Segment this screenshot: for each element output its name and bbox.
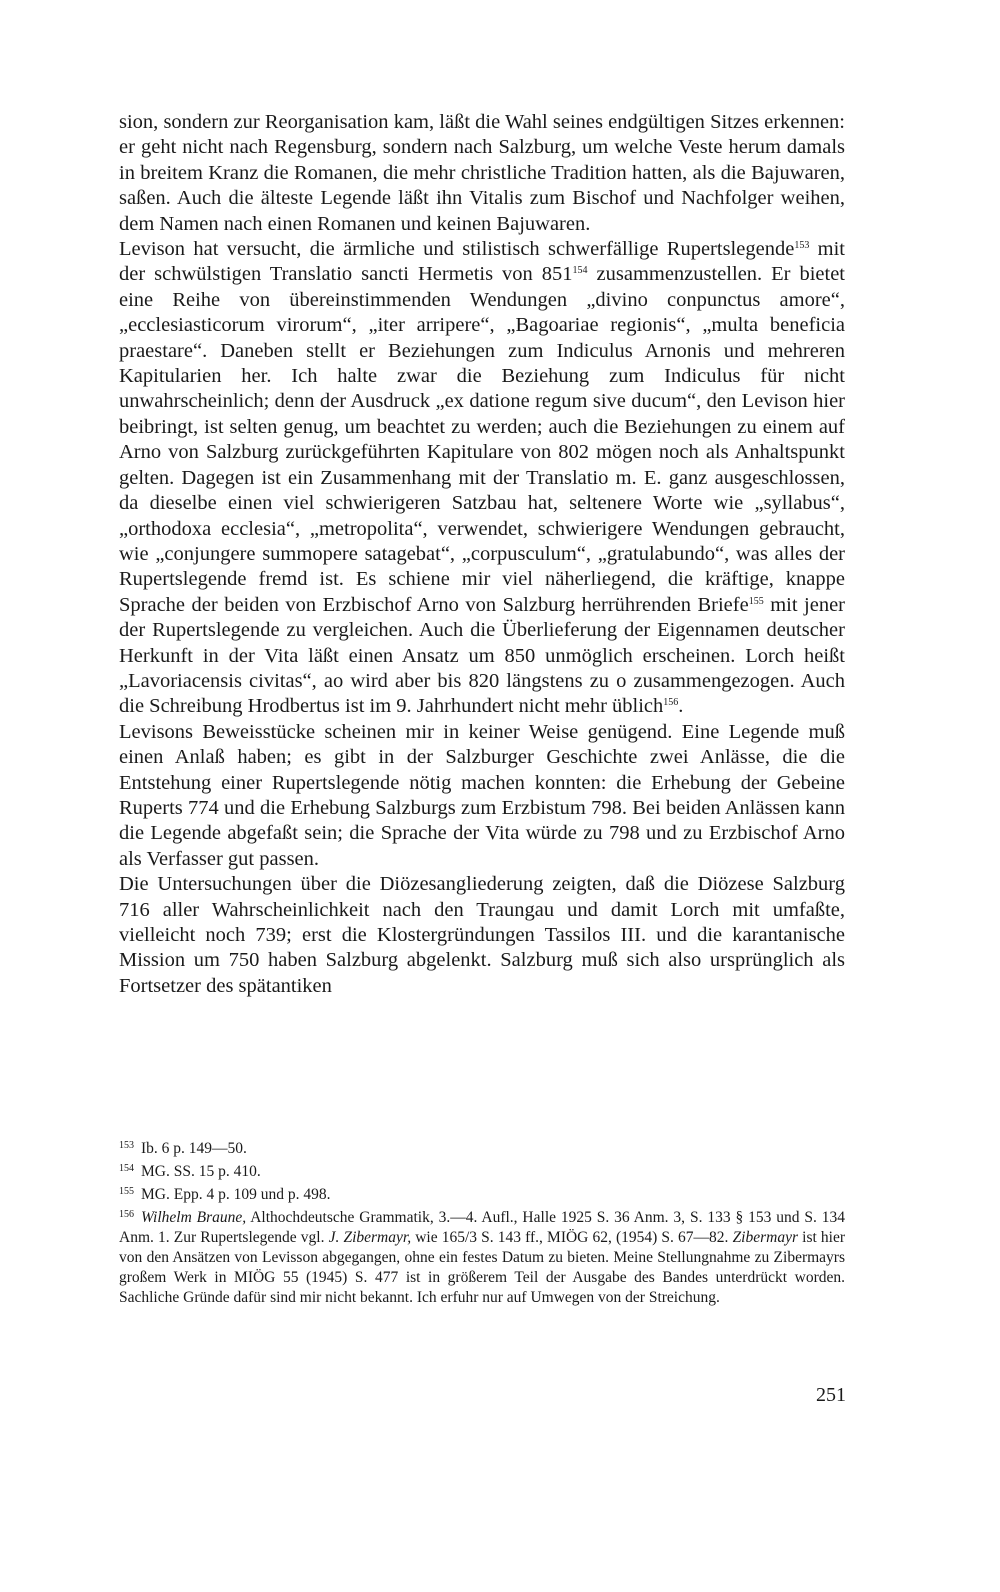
paragraph-3: Levisons Beweisstücke scheinen mir in keiner Weise genügend. Eine Legende muß einen Anlaß haben; es gibt in der Salzburger Geschichte zwei Anlässe, die die Entstehung einer Rupertslegende nötig machen konnten: die Erhebung der Gebeine Ruperts 774 und die Erhebung Salzburgs zum Erzbistum 798. Bei beiden Anlässen kann die Legende abgefaßt sein; die Sprache der Vita würde zu 798 und zu Erzbischof Arno als Verfasser gut passen. <box>119 720 845 870</box>
footnote-ref-155: 155 <box>748 595 764 607</box>
footnote-text: MG. SS. 15 p. 410. <box>141 1163 261 1180</box>
paragraph-2-part-e: . <box>678 695 684 718</box>
footnotes <box>119 1136 845 1308</box>
footnote-154 <box>119 1159 845 1182</box>
footnote-number: 156 <box>119 1209 134 1220</box>
footnote-author-zibermayr-2: Zibermayr <box>732 1229 799 1246</box>
footnote-number: 154 <box>119 1163 134 1174</box>
paragraph-2-part-c: zusammenzustellen. Er bietet eine Reihe von übereinstimmenden Wendungen „divino conpunctus amore“, „ecclesiasticorum virorum“, „iter arripere“, „Bagoariae regionis“, „multa beneficia praestare“. Daneben stellt er Beziehungen zum Indiculus Arnonis und mehreren Kapitularien her. Ich halte zwar die Beziehung zum Indiculus für nicht unwahrscheinlich; denn der Ausdruck „ex datione regum sive ducum“, den Levison hier beibringt, ist selten genug, um beachtet zu werden; auch die Beziehungen zu einem auf Arno von Salzburg zurückgeführten Kapitulare von 802 mögen noch als Anhaltspunkt gelten. Dagegen ist ein Zusammenhang mit der Translatio m. E. ganz ausgeschlossen, da dieselbe einen viel schwierigeren Satzbau hat, seltenere Worte wie „syllabus“, „orthodoxa ecclesia“, „metropolita“, verwendet, schwierigere Wendungen gebraucht, wie „conjungere summopere satagebat“, „corpusculum“, „gratulabundo“, was alles der Rupertslegende fremd ist. Es schiene mir viel näherliegend, die kräftige, knappe Sprache der beiden von Erzbischof Arno von Salzburg herrührenden Briefe <box>119 263 845 616</box>
footnote-text: ist hier von den Ansätzen von Levisson abgegangen, ohne ein festes Datum zu bieten. Meine Stellungnahme zu Zibermayrs großem Werk in MIÖG 55 (1945) S. 477 ist in größerem Teil der Ausgabe des Bandes unterdrückt worden. Sachliche Gründe dafür sind mir nicht bekannt. Ich erfuhr nur auf Umwegen von der Streichung. <box>119 1229 846 1306</box>
footnote-text: MG. Epp. 4 p. 109 und p. 498. <box>141 1186 331 1203</box>
footnote-number: 155 <box>119 1186 134 1197</box>
paragraph-2 <box>119 237 845 720</box>
paragraph-4: Die Untersuchungen über die Diözesangliederung zeigten, daß die Diözese Salzburg 716 aller Wahrscheinlichkeit nach den Traungau und damit Lorch mit umfaßte, vielleicht noch 739; erst die Klostergründungen Tassilos III. und die karantanische Mission um 750 haben Salzburg abgelenkt. Salzburg muß sich also ursprünglich als Fortsetzer des spätantiken <box>119 873 845 997</box>
footnote-text: Althochdeutsche Grammatik, 3.—4. Aufl., Halle 1925 S. 36 Anm. 3, S. 133 § 153 und S. 134 Anm. 1. Zur Rupertslegende vgl. <box>119 1209 845 1246</box>
footnote-text: Ib. 6 p. 149—50. <box>141 1140 247 1157</box>
footnote-text: wie 165/3 S. 143 ff., MIÖG 62, (1954) S. 67—82. <box>411 1229 733 1246</box>
page-number: 251 <box>816 1384 846 1406</box>
footnote-number: 153 <box>119 1140 134 1151</box>
main-text <box>119 110 845 999</box>
footnote-153 <box>119 1136 845 1159</box>
footnote-ref-156: 156 <box>663 697 679 709</box>
paragraph-2-part-b: mit der schwülstigen Translatio sancti Hermetis von 851 <box>119 238 845 286</box>
footnote-author-braune: Wilhelm Braune, <box>141 1209 247 1226</box>
footnote-156 <box>119 1205 845 1308</box>
footnote-ref-153: 153 <box>794 240 810 252</box>
paragraph-2-part-d: mit jener der Rupertslegende zu vergleichen. Auch die Überlieferung der Eigennamen deutscher Herkunft in der Vita läßt einen Ansatz um 850 unmöglich erscheinen. Lorch heißt „Lavoriacensis civitas“, ao wird aber bis 820 längstens zu o zusammengezogen. Auch die Schreibung Hrodbertus ist im 9. Jahrhundert nicht mehr üblich <box>119 593 846 718</box>
footnote-ref-154: 154 <box>572 265 588 277</box>
footnote-155 <box>119 1182 845 1205</box>
paragraph-2-part-a: Levison hat versucht, die ärmliche und stilistisch schwerfällige Rupertslegende <box>119 238 795 261</box>
paragraph-1: sion, sondern zur Reorganisation kam, läßt die Wahl seines endgültigen Sitzes erkennen: er geht nicht nach Regensburg, sondern nach Salzburg, um welche Veste herum damals in breitem Kranz die Romanen, die mehr christliche Tradition hatten, als die Bajuwaren, saßen. Auch die älteste Legende läßt ihn Vitalis zum Bischof und Nachfolger weihen, dem Namen nach einen Romanen und keinen Bajuwaren. <box>119 111 845 235</box>
footnote-author-zibermayr: J. Zibermayr, <box>328 1229 412 1246</box>
